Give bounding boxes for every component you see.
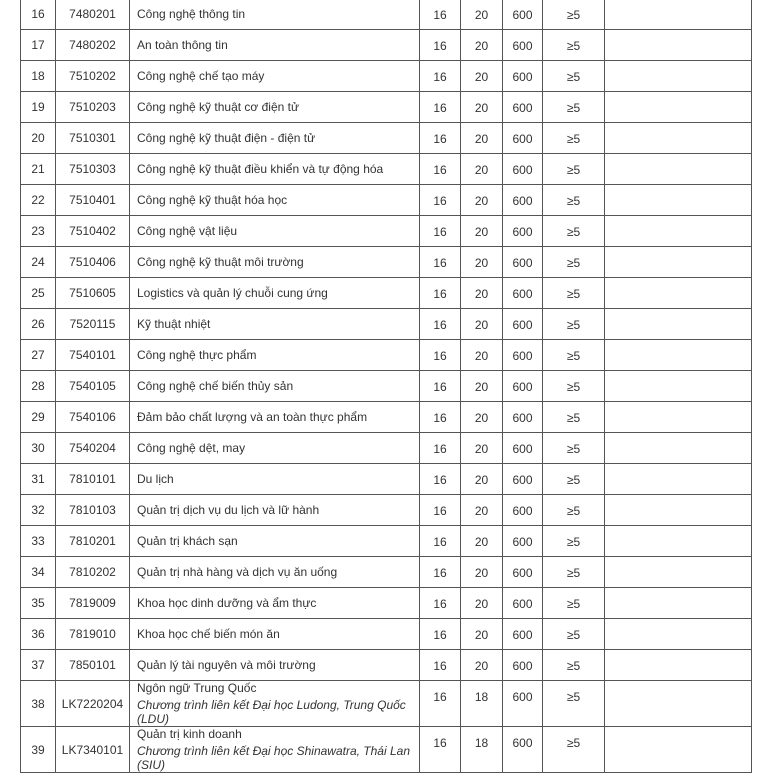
- major-name: Công nghệ kỹ thuật hóa học: [130, 185, 420, 216]
- value-cell: 600: [503, 123, 543, 154]
- note-cell: [605, 371, 752, 402]
- value-cell: 16: [420, 185, 461, 216]
- major-name: Du lịch: [130, 464, 420, 495]
- table-row: [21, 619, 752, 650]
- major-name: Quản trị nhà hàng và dịch vụ ăn uống: [130, 557, 420, 588]
- row-number: 30: [21, 433, 56, 464]
- row-number: 21: [21, 154, 56, 185]
- note-cell: [605, 526, 752, 557]
- major-code: 7810103: [56, 495, 130, 526]
- major-code: 7510401: [56, 185, 130, 216]
- major-code: 7810202: [56, 557, 130, 588]
- value-cell: 20: [461, 61, 503, 92]
- major-code: 7480201: [56, 0, 130, 30]
- value-cell: 20: [461, 154, 503, 185]
- value-cell: 20: [461, 495, 503, 526]
- value-cell: ≥5: [543, 30, 605, 61]
- note-cell: [605, 402, 752, 433]
- row-number: 24: [21, 247, 56, 278]
- major-code: 7510202: [56, 61, 130, 92]
- table-row: [21, 727, 752, 773]
- value-cell: 600: [503, 650, 543, 681]
- value-cell: 16: [420, 92, 461, 123]
- major-code: 7810101: [56, 464, 130, 495]
- major-name: Công nghệ vật liệu: [130, 216, 420, 247]
- note-cell: [605, 247, 752, 278]
- value-cell: 16: [420, 495, 461, 526]
- major-code: 7810201: [56, 526, 130, 557]
- value-cell: 16: [420, 216, 461, 247]
- row-number: 25: [21, 278, 56, 309]
- major-name: Quản trị kinh doanh: [137, 727, 242, 741]
- major-name: Quản trị khách sạn: [130, 526, 420, 557]
- row-number: 27: [21, 340, 56, 371]
- major-code: 7540105: [56, 371, 130, 402]
- value-cell: ≥5: [543, 61, 605, 92]
- table-row: [21, 433, 752, 464]
- row-number: 37: [21, 650, 56, 681]
- value-cell: 600: [503, 340, 543, 371]
- value-cell: 20: [461, 123, 503, 154]
- major-code: 7540101: [56, 340, 130, 371]
- note-cell: [605, 123, 752, 154]
- value-cell: ≥5: [543, 727, 605, 773]
- row-number: 31: [21, 464, 56, 495]
- major-code: 7540106: [56, 402, 130, 433]
- value-cell: 600: [503, 557, 543, 588]
- value-cell: 16: [420, 433, 461, 464]
- table-row: [21, 185, 752, 216]
- value-cell: 16: [420, 30, 461, 61]
- major-name: Đảm bảo chất lượng và an toàn thực phẩm: [130, 402, 420, 433]
- value-cell: 600: [503, 371, 543, 402]
- table-row: [21, 92, 752, 123]
- major-code: 7850101: [56, 650, 130, 681]
- note-cell: [605, 92, 752, 123]
- value-cell: 600: [503, 92, 543, 123]
- value-cell: 16: [420, 0, 461, 30]
- value-cell: ≥5: [543, 619, 605, 650]
- row-number: 16: [21, 0, 56, 30]
- value-cell: 20: [461, 309, 503, 340]
- value-cell: ≥5: [543, 464, 605, 495]
- major-name: Công nghệ dệt, may: [130, 433, 420, 464]
- table-row: [21, 61, 752, 92]
- major-name: Công nghệ kỹ thuật điện - điện tử: [130, 123, 420, 154]
- value-cell: 20: [461, 30, 503, 61]
- note-cell: [605, 278, 752, 309]
- major-code: 7510406: [56, 247, 130, 278]
- row-number: 18: [21, 61, 56, 92]
- value-cell: 20: [461, 588, 503, 619]
- note-cell: [605, 557, 752, 588]
- value-cell: 20: [461, 650, 503, 681]
- value-cell: 16: [420, 588, 461, 619]
- table-row: [21, 30, 752, 61]
- row-number: 23: [21, 216, 56, 247]
- value-cell: 600: [503, 681, 543, 727]
- table-row: [21, 247, 752, 278]
- value-cell: 600: [503, 216, 543, 247]
- note-cell: [605, 433, 752, 464]
- value-cell: 20: [461, 247, 503, 278]
- table-row: [21, 650, 752, 681]
- major-code: 7510301: [56, 123, 130, 154]
- value-cell: ≥5: [543, 309, 605, 340]
- value-cell: 16: [420, 727, 461, 773]
- major-name: An toàn thông tin: [130, 30, 420, 61]
- value-cell: 600: [503, 727, 543, 773]
- value-cell: 20: [461, 0, 503, 30]
- value-cell: ≥5: [543, 557, 605, 588]
- note-cell: [605, 154, 752, 185]
- value-cell: 18: [461, 727, 503, 773]
- value-cell: 16: [420, 340, 461, 371]
- table-row: [21, 216, 752, 247]
- note-cell: [605, 30, 752, 61]
- major-name: Quản lý tài nguyên và môi trường: [130, 650, 420, 681]
- value-cell: ≥5: [543, 185, 605, 216]
- row-number: 29: [21, 402, 56, 433]
- major-code: LK7340101: [56, 727, 130, 773]
- value-cell: 16: [420, 464, 461, 495]
- value-cell: 600: [503, 247, 543, 278]
- value-cell: 16: [420, 681, 461, 727]
- note-cell: [605, 0, 752, 30]
- value-cell: ≥5: [543, 123, 605, 154]
- major-code: 7540204: [56, 433, 130, 464]
- value-cell: 16: [420, 61, 461, 92]
- major-name: Công nghệ thực phẩm: [130, 340, 420, 371]
- value-cell: 18: [461, 681, 503, 727]
- note-cell: [605, 619, 752, 650]
- major-name: Công nghệ kỹ thuật môi trường: [130, 247, 420, 278]
- value-cell: 600: [503, 185, 543, 216]
- value-cell: ≥5: [543, 402, 605, 433]
- value-cell: 16: [420, 402, 461, 433]
- row-number: 33: [21, 526, 56, 557]
- value-cell: 20: [461, 278, 503, 309]
- value-cell: ≥5: [543, 433, 605, 464]
- major-name: Công nghệ chế biến thủy sản: [130, 371, 420, 402]
- note-cell: [605, 464, 752, 495]
- table-row: [21, 557, 752, 588]
- value-cell: ≥5: [543, 526, 605, 557]
- note-cell: [605, 309, 752, 340]
- value-cell: ≥5: [543, 340, 605, 371]
- major-code: 7510303: [56, 154, 130, 185]
- value-cell: 16: [420, 247, 461, 278]
- value-cell: 20: [461, 433, 503, 464]
- value-cell: 600: [503, 619, 543, 650]
- value-cell: ≥5: [543, 681, 605, 727]
- row-number: 35: [21, 588, 56, 619]
- table-row: [21, 588, 752, 619]
- value-cell: 600: [503, 402, 543, 433]
- major-code: 7510203: [56, 92, 130, 123]
- value-cell: 600: [503, 433, 543, 464]
- table-row: [21, 464, 752, 495]
- program-note: Chương trình liên kết Đại học Shinawatra, Thái Lan (SIU): [137, 744, 411, 772]
- row-number: 36: [21, 619, 56, 650]
- table-row: [21, 371, 752, 402]
- major-name-cell: [130, 727, 420, 773]
- value-cell: 600: [503, 61, 543, 92]
- table-row: [21, 402, 752, 433]
- major-code: 7819010: [56, 619, 130, 650]
- note-cell: [605, 340, 752, 371]
- value-cell: ≥5: [543, 92, 605, 123]
- value-cell: 600: [503, 154, 543, 185]
- value-cell: 600: [503, 278, 543, 309]
- major-code: 7520115: [56, 309, 130, 340]
- value-cell: 16: [420, 526, 461, 557]
- value-cell: 20: [461, 340, 503, 371]
- major-code: 7480202: [56, 30, 130, 61]
- major-name: Khoa học chế biến món ăn: [130, 619, 420, 650]
- table-body: [21, 0, 752, 773]
- value-cell: 600: [503, 526, 543, 557]
- major-name: Công nghệ kỹ thuật điều khiển và tự động hóa: [130, 154, 420, 185]
- note-cell: [605, 495, 752, 526]
- value-cell: ≥5: [543, 154, 605, 185]
- table-row: [21, 154, 752, 185]
- value-cell: ≥5: [543, 371, 605, 402]
- major-name: Kỹ thuật nhiệt: [130, 309, 420, 340]
- value-cell: 20: [461, 464, 503, 495]
- value-cell: 600: [503, 588, 543, 619]
- value-cell: 16: [420, 278, 461, 309]
- major-name: Quản trị dịch vụ du lịch và lữ hành: [130, 495, 420, 526]
- value-cell: ≥5: [543, 278, 605, 309]
- major-code: 7510402: [56, 216, 130, 247]
- value-cell: 16: [420, 123, 461, 154]
- row-number: 26: [21, 309, 56, 340]
- row-number: 34: [21, 557, 56, 588]
- table-row: [21, 278, 752, 309]
- value-cell: 20: [461, 216, 503, 247]
- major-code: 7510605: [56, 278, 130, 309]
- major-code: LK7220204: [56, 681, 130, 727]
- value-cell: 20: [461, 557, 503, 588]
- table-row: [21, 681, 752, 727]
- table-row: [21, 123, 752, 154]
- note-cell: [605, 681, 752, 727]
- value-cell: ≥5: [543, 588, 605, 619]
- admissions-table: [20, 0, 752, 773]
- value-cell: 20: [461, 371, 503, 402]
- major-name: Công nghệ thông tin: [130, 0, 420, 30]
- major-name: Công nghệ kỹ thuật cơ điện tử: [130, 92, 420, 123]
- note-cell: [605, 727, 752, 773]
- table-row: [21, 495, 752, 526]
- table-row: [21, 309, 752, 340]
- note-cell: [605, 588, 752, 619]
- value-cell: 16: [420, 309, 461, 340]
- table-row: [21, 0, 752, 30]
- value-cell: 16: [420, 371, 461, 402]
- value-cell: ≥5: [543, 650, 605, 681]
- value-cell: 16: [420, 154, 461, 185]
- table-row: [21, 340, 752, 371]
- major-name: Khoa học dinh dưỡng và ẩm thực: [130, 588, 420, 619]
- row-number: 20: [21, 123, 56, 154]
- value-cell: ≥5: [543, 247, 605, 278]
- table-row: [21, 526, 752, 557]
- row-number: 39: [21, 727, 56, 773]
- value-cell: ≥5: [543, 216, 605, 247]
- note-cell: [605, 216, 752, 247]
- value-cell: 20: [461, 185, 503, 216]
- major-code: 7819009: [56, 588, 130, 619]
- row-number: 22: [21, 185, 56, 216]
- value-cell: 16: [420, 650, 461, 681]
- value-cell: 600: [503, 495, 543, 526]
- value-cell: 16: [420, 619, 461, 650]
- major-name: Ngôn ngữ Trung Quốc: [137, 681, 257, 695]
- major-name: Công nghệ chế tạo máy: [130, 61, 420, 92]
- note-cell: [605, 61, 752, 92]
- row-number: 28: [21, 371, 56, 402]
- value-cell: 20: [461, 619, 503, 650]
- row-number: 17: [21, 30, 56, 61]
- value-cell: 600: [503, 30, 543, 61]
- row-number: 38: [21, 681, 56, 727]
- row-number: 19: [21, 92, 56, 123]
- value-cell: ≥5: [543, 495, 605, 526]
- value-cell: 16: [420, 557, 461, 588]
- value-cell: 20: [461, 402, 503, 433]
- value-cell: ≥5: [543, 0, 605, 30]
- value-cell: 20: [461, 526, 503, 557]
- value-cell: 600: [503, 0, 543, 30]
- note-cell: [605, 185, 752, 216]
- row-number: 32: [21, 495, 56, 526]
- note-cell: [605, 650, 752, 681]
- program-note: Chương trình liên kết Đại học Ludong, Trung Quốc (LDU): [137, 698, 406, 726]
- major-name-cell: [130, 681, 420, 727]
- major-name: Logistics và quản lý chuỗi cung ứng: [130, 278, 420, 309]
- value-cell: 600: [503, 464, 543, 495]
- value-cell: 600: [503, 309, 543, 340]
- value-cell: 20: [461, 92, 503, 123]
